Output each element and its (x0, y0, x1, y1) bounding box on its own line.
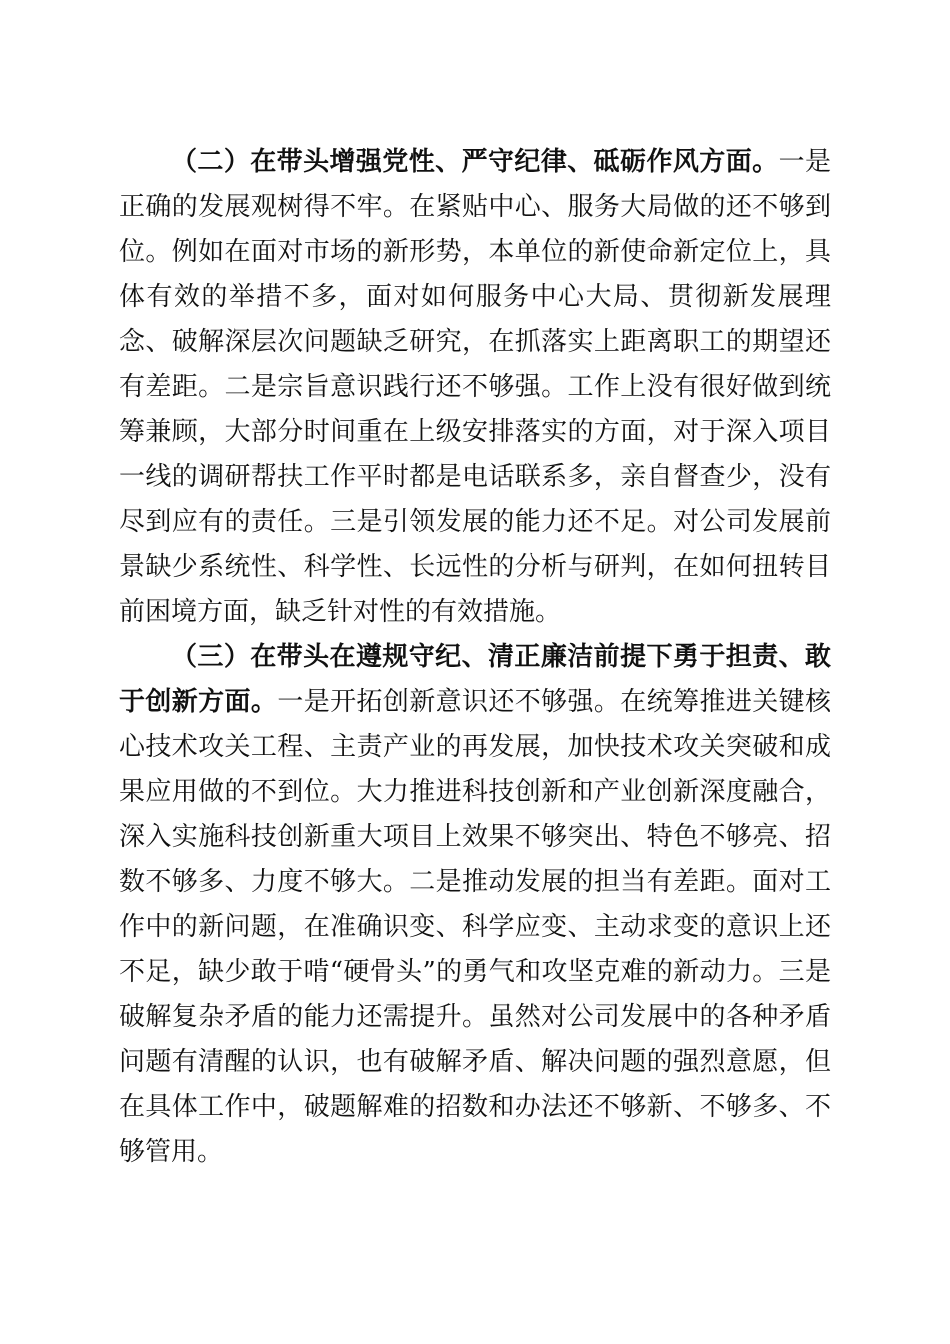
paragraph-section-two (119, 140, 831, 635)
section-three-body: 一是开拓创新意识还不够强。在统筹推进关键核心技术攻关工程、主责产业的再发展，加快技术攻关突破和成果应用做的不到位。大力推进科技创新和产业创新深度融合，深入实施科技创新重大项目上效果不够突出、特色不够亮、招数不够多、力度不够大。二是推动发展的担当有差距。面对工作中的新问题，在准确识变、科学应变、主动求变的意识上还不足，缺少敢于啃“硬骨头”的勇气和攻坚克难的新动力。三是破解复杂矛盾的能力还需提升。虽然对公司发展中的各种矛盾问题有清醒的认识，也有破解矛盾、解决问题的强烈意愿，但在具体工作中，破题解难的招数和办法还不够新、不够多、不够管用。 (119, 687, 831, 1167)
paragraph-section-three (119, 635, 831, 1175)
document-body (119, 140, 831, 1175)
section-three-heading: （三）在带头在遵规守纪、清正廉洁前提下勇于担责、敢于创新方面。 (119, 642, 831, 717)
section-two-body: 一是正确的发展观树得不牢。在紧贴中心、服务大局做的还不够到位。例如在面对市场的新形势，本单位的新使命新定位上，具体有效的举措不多，面对如何服务中心大局、贯彻新发展理念、破解深层次问题缺乏研究，在抓落实上距离职工的期望还有差距。二是宗旨意识践行还不够强。工作上没有很好做到统筹兼顾，大部分时间重在上级安排落实的方面，对于深入项目一线的调研帮扶工作平时都是电话联系多，亲自督查少，没有尽到应有的责任。三是引领发展的能力还不足。对公司发展前景缺少系统性、科学性、长远性的分析与研判，在如何扭转目前困境方面，缺乏针对性的有效措施。 (119, 147, 831, 627)
section-two-heading: （二）在带头增强党性、严守纪律、砥砺作风方面。 (171, 147, 779, 177)
